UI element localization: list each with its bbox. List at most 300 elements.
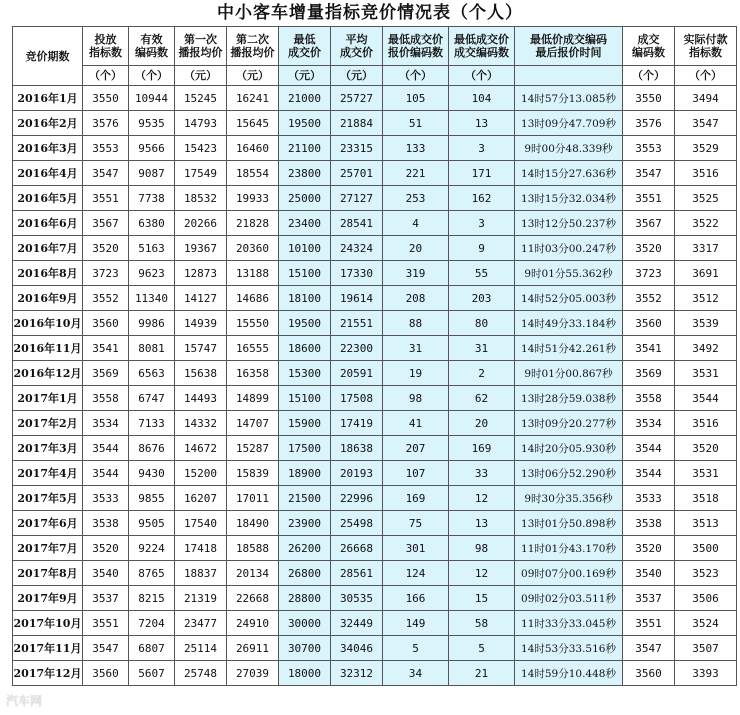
header-min-price: 最低 成交价 [279,27,331,66]
min-deal-codes-cell: 31 [449,336,515,361]
quota-cell: 3537 [83,586,129,611]
unit-avg: （元） [331,66,383,86]
period-cell: 2016年10月 [13,311,83,336]
paid-cell: 3525 [675,186,737,211]
valid-codes-cell: 9430 [129,461,175,486]
paid-cell: 3524 [675,611,737,636]
last-time-cell: 09时07分00.169秒 [515,561,623,586]
period-cell: 2016年12月 [13,361,83,386]
table-row [13,236,737,261]
bidding-table [12,26,737,686]
quota-cell: 3540 [83,561,129,586]
deal-codes-cell: 3544 [623,436,675,461]
min-deal-codes-cell: 20 [449,411,515,436]
deal-codes-cell: 3520 [623,236,675,261]
deal-codes-cell: 3533 [623,486,675,511]
min-price-cell: 15900 [279,411,331,436]
min-deal-codes-cell: 15 [449,586,515,611]
deal-codes-cell: 3723 [623,261,675,286]
min-deal-codes-cell: 2 [449,361,515,386]
deal-codes-cell: 3558 [623,386,675,411]
quota-cell: 3551 [83,186,129,211]
paid-cell: 3492 [675,336,737,361]
last-time-cell: 13时09分20.277秒 [515,411,623,436]
min-deal-codes-cell: 3 [449,136,515,161]
deal-codes-cell: 3544 [623,461,675,486]
min-price-cell: 21100 [279,136,331,161]
second-avg-cell: 16460 [227,136,279,161]
table-row [13,111,737,136]
table-row [13,461,737,486]
table-body [13,86,737,686]
avg-price-cell: 21884 [331,111,383,136]
header-avg-price: 平均 成交价 [331,27,383,66]
paid-cell: 3531 [675,461,737,486]
last-time-cell: 13时28分59.038秒 [515,386,623,411]
valid-codes-cell: 6747 [129,386,175,411]
avg-price-cell: 25727 [331,86,383,111]
table-row [13,261,737,286]
last-time-cell: 14时20分05.930秒 [515,436,623,461]
min-deal-codes-cell: 104 [449,86,515,111]
first-avg-cell: 14672 [175,436,227,461]
quota-cell: 3560 [83,311,129,336]
paid-cell: 3529 [675,136,737,161]
avg-price-cell: 19614 [331,286,383,311]
paid-cell: 3547 [675,111,737,136]
last-time-cell: 11时03分00.247秒 [515,236,623,261]
min-deal-codes-cell: 169 [449,436,515,461]
quota-cell: 3520 [83,536,129,561]
unit-time [515,66,623,86]
paid-cell: 3494 [675,86,737,111]
avg-price-cell: 17508 [331,386,383,411]
last-time-cell: 14时57分13.085秒 [515,86,623,111]
quota-cell: 3534 [83,411,129,436]
table-row [13,611,737,636]
deal-codes-cell: 3551 [623,611,675,636]
table-row [13,661,737,686]
min-bid-codes-cell: 5 [383,636,449,661]
paid-cell: 3523 [675,561,737,586]
quota-cell: 3541 [83,336,129,361]
avg-price-cell: 20591 [331,361,383,386]
period-cell: 2017年5月 [13,486,83,511]
min-bid-codes-cell: 319 [383,261,449,286]
unit-bid: （个） [383,66,449,86]
second-avg-cell: 16241 [227,86,279,111]
period-cell: 2016年9月 [13,286,83,311]
first-avg-cell: 14793 [175,111,227,136]
min-price-cell: 18600 [279,336,331,361]
header-last-time: 最低价成交编码 最后报价时间 [515,27,623,66]
valid-codes-cell: 7204 [129,611,175,636]
paid-cell: 3522 [675,211,737,236]
header-min-bid-codes: 最低成交价 报价编码数 [383,27,449,66]
quota-cell: 3547 [83,636,129,661]
min-bid-codes-cell: 75 [383,511,449,536]
second-avg-cell: 14899 [227,386,279,411]
last-time-cell: 14时59分10.448秒 [515,661,623,686]
min-bid-codes-cell: 301 [383,536,449,561]
second-avg-cell: 26911 [227,636,279,661]
second-avg-cell: 22668 [227,586,279,611]
min-deal-codes-cell: 12 [449,486,515,511]
table-row [13,336,737,361]
min-deal-codes-cell: 62 [449,386,515,411]
paid-cell: 3520 [675,436,737,461]
second-avg-cell: 15287 [227,436,279,461]
deal-codes-cell: 3547 [623,161,675,186]
deal-codes-cell: 3538 [623,511,675,536]
header-min-deal-codes: 最低成交价 成交编码数 [449,27,515,66]
last-time-cell: 11时33分33.045秒 [515,611,623,636]
min-bid-codes-cell: 4 [383,211,449,236]
second-avg-cell: 24910 [227,611,279,636]
avg-price-cell: 30535 [331,586,383,611]
second-avg-cell: 14686 [227,286,279,311]
header-second-avg: 第二次 播报均价 [227,27,279,66]
avg-price-cell: 21551 [331,311,383,336]
valid-codes-cell: 6563 [129,361,175,386]
second-avg-cell: 17011 [227,486,279,511]
second-avg-cell: 18490 [227,511,279,536]
min-bid-codes-cell: 31 [383,336,449,361]
first-avg-cell: 23477 [175,611,227,636]
last-time-cell: 14时15分27.636秒 [515,161,623,186]
min-price-cell: 17500 [279,436,331,461]
paid-cell: 3544 [675,386,737,411]
first-avg-cell: 14493 [175,386,227,411]
first-avg-cell: 18532 [175,186,227,211]
second-avg-cell: 18554 [227,161,279,186]
paid-cell: 3506 [675,586,737,611]
last-time-cell: 13时12分50.237秒 [515,211,623,236]
min-price-cell: 21500 [279,486,331,511]
table-row [13,186,737,211]
first-avg-cell: 14332 [175,411,227,436]
valid-codes-cell: 7738 [129,186,175,211]
min-bid-codes-cell: 41 [383,411,449,436]
avg-price-cell: 28541 [331,211,383,236]
min-bid-codes-cell: 149 [383,611,449,636]
valid-codes-cell: 7133 [129,411,175,436]
deal-codes-cell: 3569 [623,361,675,386]
valid-codes-cell: 6380 [129,211,175,236]
header-deal-codes: 成交 编码数 [623,27,675,66]
min-price-cell: 23800 [279,161,331,186]
valid-codes-cell: 9087 [129,161,175,186]
min-bid-codes-cell: 133 [383,136,449,161]
last-time-cell: 09时02分03.511秒 [515,586,623,611]
valid-codes-cell: 9535 [129,111,175,136]
valid-codes-cell: 6807 [129,636,175,661]
quota-cell: 3551 [83,611,129,636]
paid-cell: 3518 [675,486,737,511]
second-avg-cell: 15550 [227,311,279,336]
first-avg-cell: 20266 [175,211,227,236]
avg-price-cell: 17330 [331,261,383,286]
valid-codes-cell: 9986 [129,311,175,336]
last-time-cell: 13时01分50.898秒 [515,511,623,536]
min-bid-codes-cell: 166 [383,586,449,611]
valid-codes-cell: 10944 [129,86,175,111]
table-row [13,511,737,536]
avg-price-cell: 34046 [331,636,383,661]
valid-codes-cell: 9566 [129,136,175,161]
first-avg-cell: 14127 [175,286,227,311]
page-title: 中小客车增量指标竞价情况表（个人） [217,3,523,23]
avg-price-cell: 32312 [331,661,383,686]
period-cell: 2017年2月 [13,411,83,436]
min-price-cell: 15100 [279,386,331,411]
period-cell: 2017年4月 [13,461,83,486]
min-bid-codes-cell: 208 [383,286,449,311]
min-bid-codes-cell: 221 [383,161,449,186]
avg-price-cell: 25498 [331,511,383,536]
last-time-cell: 13时15分32.034秒 [515,186,623,211]
min-bid-codes-cell: 124 [383,561,449,586]
min-price-cell: 23400 [279,211,331,236]
min-price-cell: 18900 [279,461,331,486]
min-bid-codes-cell: 20 [383,236,449,261]
quota-cell: 3552 [83,286,129,311]
min-price-cell: 28800 [279,586,331,611]
min-deal-codes-cell: 162 [449,186,515,211]
avg-price-cell: 17419 [331,411,383,436]
first-avg-cell: 16207 [175,486,227,511]
header-first-avg: 第一次 播报均价 [175,27,227,66]
min-bid-codes-cell: 88 [383,311,449,336]
avg-price-cell: 18638 [331,436,383,461]
period-cell: 2016年6月 [13,211,83,236]
min-price-cell: 15100 [279,261,331,286]
deal-codes-cell: 3547 [623,636,675,661]
min-price-cell: 18000 [279,661,331,686]
period-cell: 2017年7月 [13,536,83,561]
valid-codes-cell: 9224 [129,536,175,561]
min-bid-codes-cell: 19 [383,361,449,386]
valid-codes-cell: 8765 [129,561,175,586]
min-deal-codes-cell: 33 [449,461,515,486]
min-deal-codes-cell: 58 [449,611,515,636]
avg-price-cell: 32449 [331,611,383,636]
period-cell: 2016年1月 [13,86,83,111]
deal-codes-cell: 3576 [623,111,675,136]
valid-codes-cell: 8081 [129,336,175,361]
min-deal-codes-cell: 203 [449,286,515,311]
table-row [13,436,737,461]
second-avg-cell: 18588 [227,536,279,561]
deal-codes-cell: 3537 [623,586,675,611]
period-cell: 2017年3月 [13,436,83,461]
paid-cell: 3531 [675,361,737,386]
last-time-cell: 11时01分43.170秒 [515,536,623,561]
paid-cell: 3539 [675,311,737,336]
period-cell: 2016年5月 [13,186,83,211]
last-time-cell: 14时49分33.184秒 [515,311,623,336]
period-cell: 2016年2月 [13,111,83,136]
last-time-cell: 14时53分33.516秒 [515,636,623,661]
deal-codes-cell: 3560 [623,311,675,336]
avg-price-cell: 22996 [331,486,383,511]
paid-cell: 3516 [675,161,737,186]
quota-cell: 3538 [83,511,129,536]
period-cell: 2017年12月 [13,661,83,686]
avg-price-cell: 27127 [331,186,383,211]
deal-codes-cell: 3567 [623,211,675,236]
deal-codes-cell: 3540 [623,561,675,586]
paid-cell: 3512 [675,286,737,311]
table-row [13,86,737,111]
header-paid: 实际付款 指标数 [675,27,737,66]
avg-price-cell: 23315 [331,136,383,161]
deal-codes-cell: 3552 [623,286,675,311]
min-bid-codes-cell: 253 [383,186,449,211]
table-row [13,311,737,336]
unit-codes: （个） [623,66,675,86]
deal-codes-cell: 3520 [623,536,675,561]
second-avg-cell: 15645 [227,111,279,136]
valid-codes-cell: 8215 [129,586,175,611]
second-avg-cell: 14707 [227,411,279,436]
period-cell: 2017年11月 [13,636,83,661]
valid-codes-cell: 9623 [129,261,175,286]
first-avg-cell: 25748 [175,661,227,686]
min-price-cell: 10100 [279,236,331,261]
quota-cell: 3560 [83,661,129,686]
min-deal-codes-cell: 171 [449,161,515,186]
second-avg-cell: 20360 [227,236,279,261]
last-time-cell: 13时06分52.290秒 [515,461,623,486]
avg-price-cell: 22300 [331,336,383,361]
min-deal-codes-cell: 9 [449,236,515,261]
period-cell: 2017年10月 [13,611,83,636]
avg-price-cell: 25701 [331,161,383,186]
deal-codes-cell: 3560 [623,661,675,686]
valid-codes-cell: 9855 [129,486,175,511]
paid-cell: 3691 [675,261,737,286]
first-avg-cell: 25114 [175,636,227,661]
first-avg-cell: 17549 [175,161,227,186]
min-price-cell: 23900 [279,511,331,536]
paid-cell: 3500 [675,536,737,561]
min-deal-codes-cell: 55 [449,261,515,286]
valid-codes-cell: 9505 [129,511,175,536]
min-price-cell: 26200 [279,536,331,561]
min-bid-codes-cell: 34 [383,661,449,686]
first-avg-cell: 17540 [175,511,227,536]
table-row [13,161,737,186]
first-avg-cell: 17418 [175,536,227,561]
unit-min: （元） [279,66,331,86]
first-avg-cell: 15200 [175,461,227,486]
table-row [13,561,737,586]
unit-paid: （个） [675,66,737,86]
min-bid-codes-cell: 107 [383,461,449,486]
min-deal-codes-cell: 80 [449,311,515,336]
header-period: 竞价期数 [13,27,83,86]
last-time-cell: 14时52分05.003秒 [515,286,623,311]
unit-valid: （个） [129,66,175,86]
paid-cell: 3393 [675,661,737,686]
min-price-cell: 21000 [279,86,331,111]
period-cell: 2016年3月 [13,136,83,161]
last-time-cell: 14时51分42.261秒 [515,336,623,361]
header-valid-codes: 有效 编码数 [129,27,175,66]
valid-codes-cell: 11340 [129,286,175,311]
min-price-cell: 15300 [279,361,331,386]
min-bid-codes-cell: 105 [383,86,449,111]
valid-codes-cell: 8676 [129,436,175,461]
quota-cell: 3544 [83,461,129,486]
min-bid-codes-cell: 207 [383,436,449,461]
last-time-cell: 13时09分47.709秒 [515,111,623,136]
quota-cell: 3723 [83,261,129,286]
min-deal-codes-cell: 13 [449,111,515,136]
avg-price-cell: 28561 [331,561,383,586]
table-row [13,286,737,311]
quota-cell: 3544 [83,436,129,461]
first-avg-cell: 15638 [175,361,227,386]
deal-codes-cell: 3541 [623,336,675,361]
min-deal-codes-cell: 98 [449,536,515,561]
unit-deal: （个） [449,66,515,86]
min-deal-codes-cell: 13 [449,511,515,536]
last-time-cell: 9时30分35.356秒 [515,486,623,511]
period-cell: 2017年6月 [13,511,83,536]
first-avg-cell: 18837 [175,561,227,586]
valid-codes-cell: 5607 [129,661,175,686]
table-row [13,361,737,386]
unit-quota: （个） [83,66,129,86]
min-price-cell: 19500 [279,111,331,136]
table-row [13,386,737,411]
avg-price-cell: 24324 [331,236,383,261]
table-row [13,411,737,436]
period-cell: 2017年9月 [13,586,83,611]
quota-cell: 3576 [83,111,129,136]
min-price-cell: 30700 [279,636,331,661]
last-time-cell: 9时01分55.362秒 [515,261,623,286]
quota-cell: 3553 [83,136,129,161]
first-avg-cell: 15747 [175,336,227,361]
unit-second: （元） [227,66,279,86]
first-avg-cell: 15423 [175,136,227,161]
paid-cell: 3317 [675,236,737,261]
quota-cell: 3550 [83,86,129,111]
period-cell: 2016年4月 [13,161,83,186]
period-cell: 2017年8月 [13,561,83,586]
watermark: 汽车网 [6,694,43,708]
min-price-cell: 25000 [279,186,331,211]
table-row [13,586,737,611]
second-avg-cell: 27039 [227,661,279,686]
min-deal-codes-cell: 21 [449,661,515,686]
quota-cell: 3520 [83,236,129,261]
min-deal-codes-cell: 5 [449,636,515,661]
min-price-cell: 26800 [279,561,331,586]
last-time-cell: 9时01分00.867秒 [515,361,623,386]
paid-cell: 3507 [675,636,737,661]
second-avg-cell: 20134 [227,561,279,586]
period-cell: 2016年8月 [13,261,83,286]
table-row [13,536,737,561]
quota-cell: 3547 [83,161,129,186]
min-price-cell: 19500 [279,311,331,336]
avg-price-cell: 20193 [331,461,383,486]
first-avg-cell: 14939 [175,311,227,336]
